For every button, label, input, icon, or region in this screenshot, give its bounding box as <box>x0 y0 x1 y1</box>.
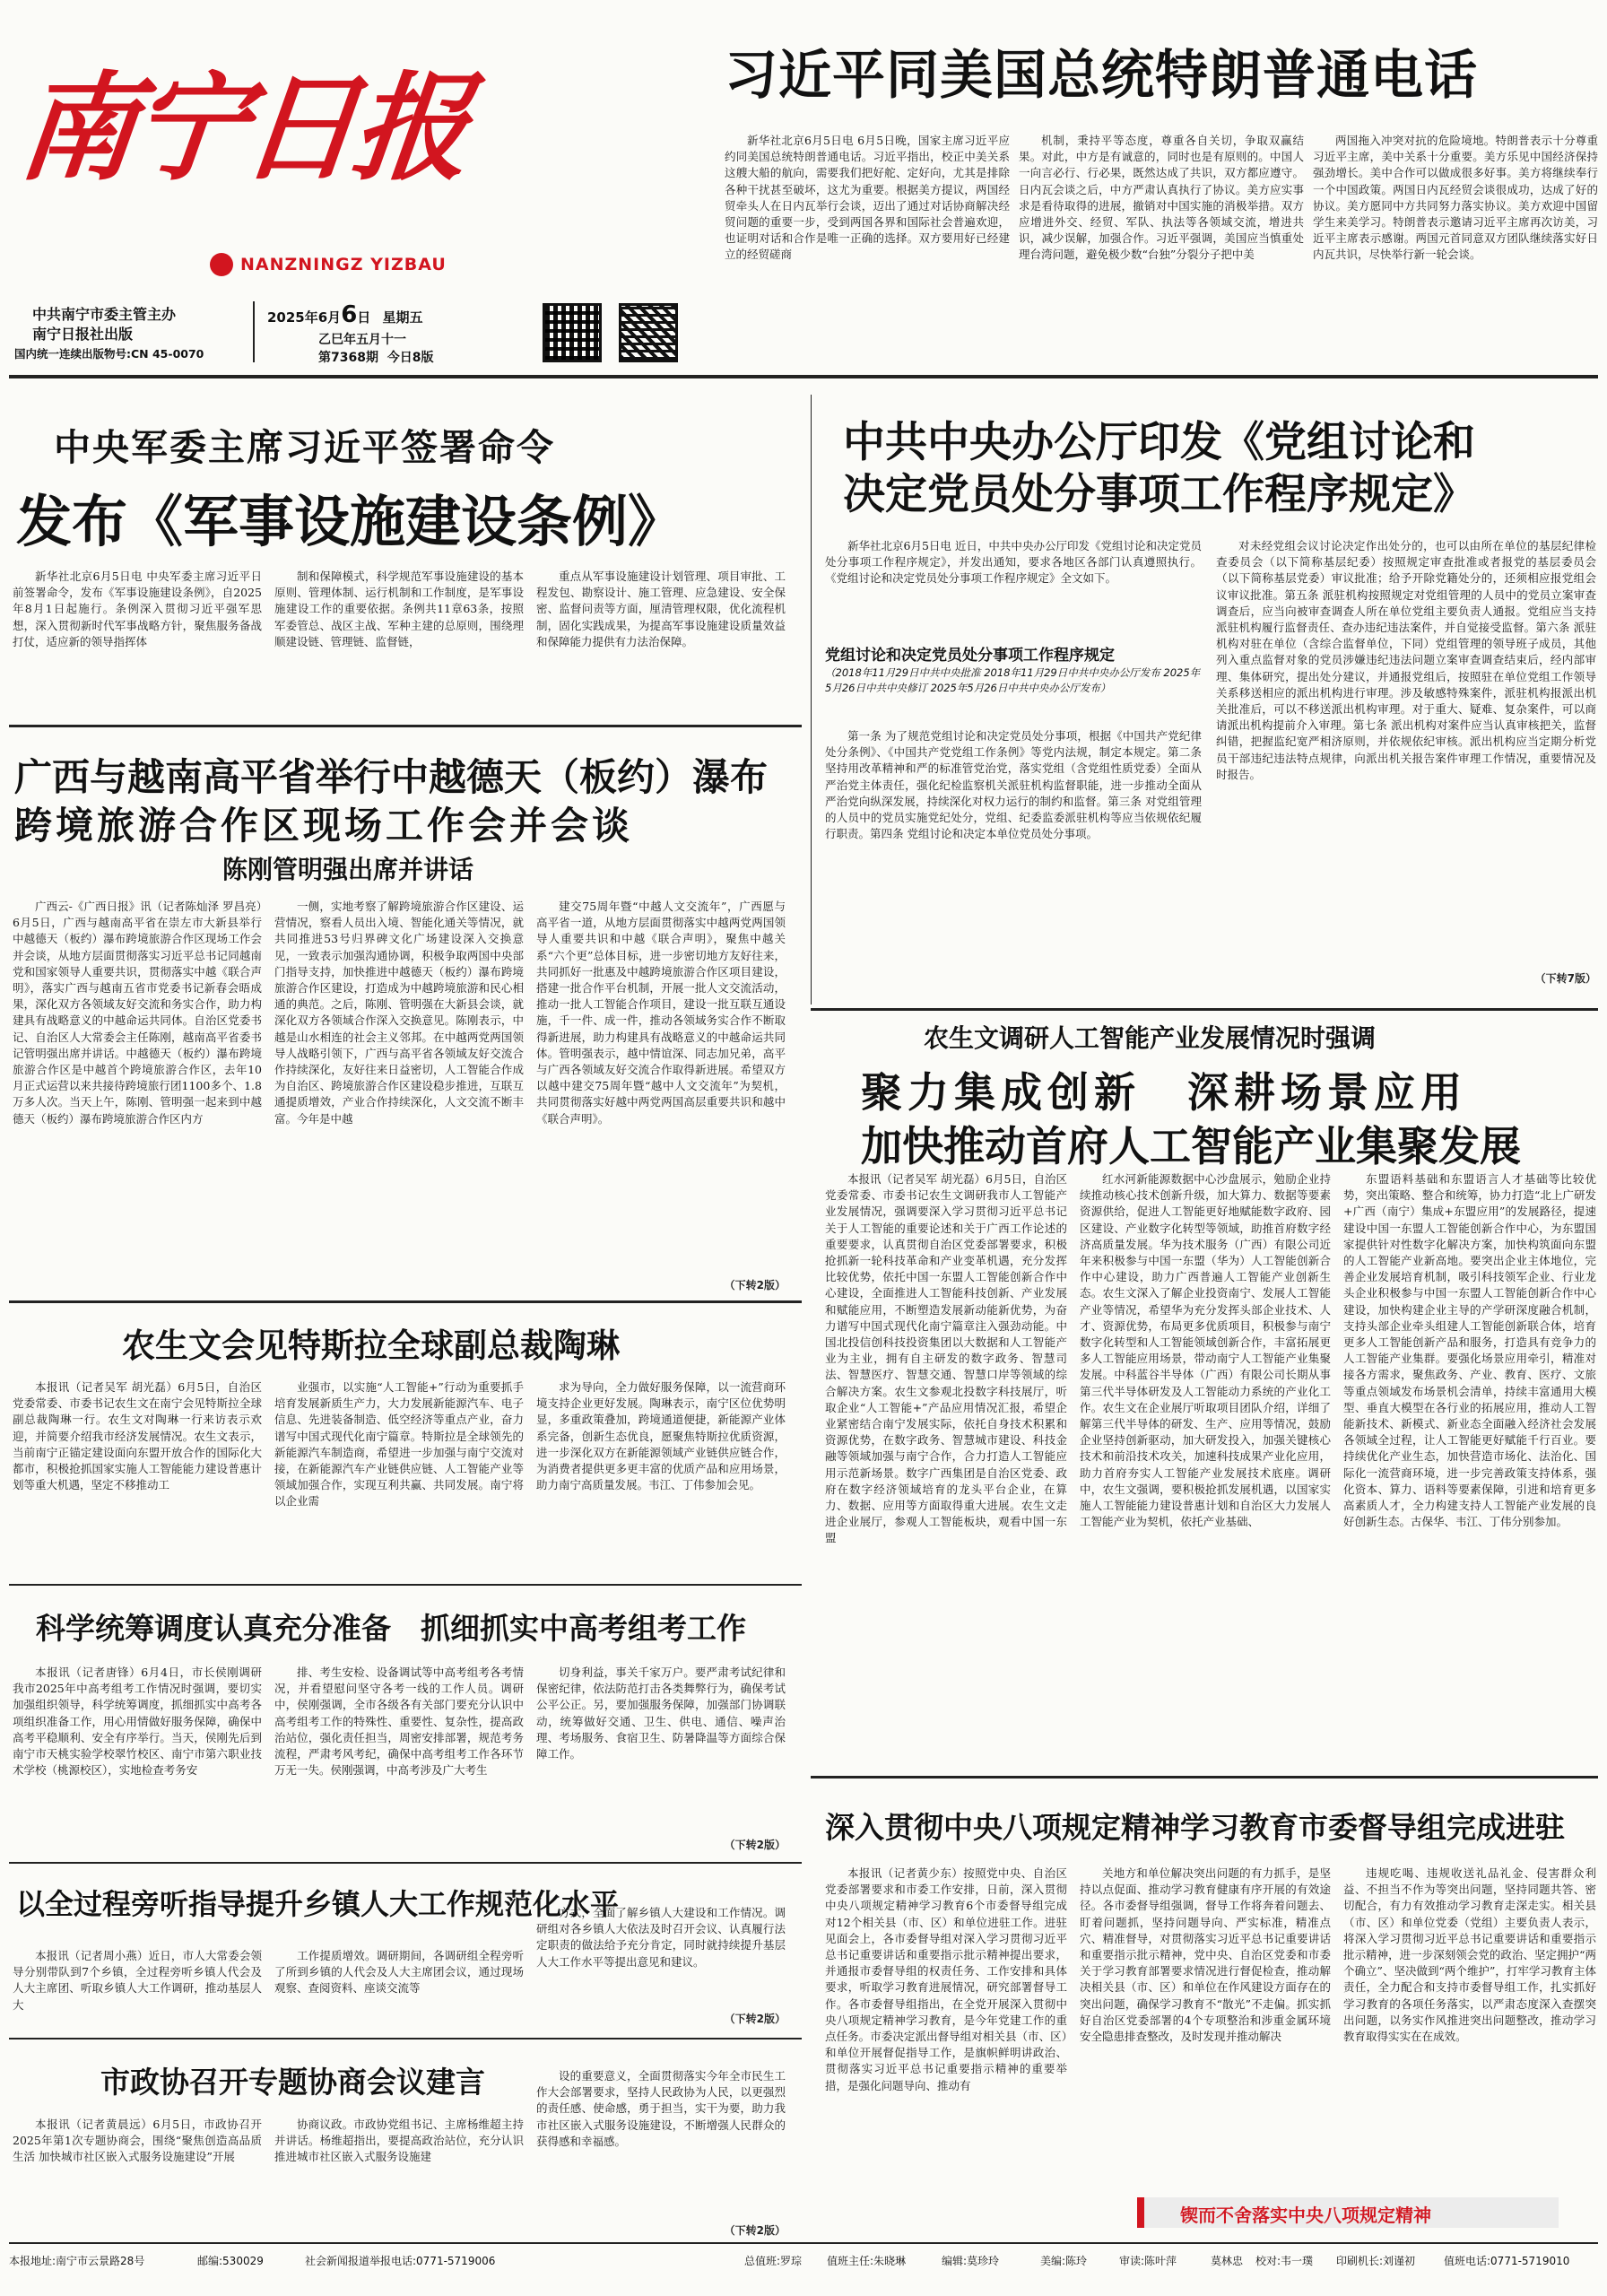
a5-col-2: 业强市，以实施“人工智能+”行动为重要抓手培育发展新质生产力，大力发展新能源汽车、电子信息、先进装备制造、低空经济等重点产业，奋力谱写中国式现代化南宁篇章。特斯拉是全球领先的新能源汽车制造商，希望进一步加强与南宁交流对接，在新能源汽车产业链供应链、人工智能产业等领域加强合作，实现互利共赢、共同发展。南宁将以企业需 <box>274 1380 524 1509</box>
a4-headline-line2: 加快推动首府人工智能产业集聚发展 <box>861 1122 1521 1170</box>
footer-copy: 编辑:莫珍玲 <box>942 2255 1000 2267</box>
footer-phone: 值班电话:0771-5719010 <box>1444 2255 1570 2267</box>
a3-col-3: 建交75周年暨“中越人文交流年”，广西愿与高平省一道，从地方层面贯彻落实中越两党两国领导人重要共识和中越《联合声明》，聚焦中越关系“六个更”总体目标，进一步密切地方友好往来，共同抓好一批惠及中越跨境旅游合作区项目建设，搭建一批合作平台机制，开展一批人文交流活动，推动一批人工智能合作项目，建设一批互联互通设施，千一件、成一件，推动各领域务实合作不断取得新进展，助力构建具有战略意义的中越命运共同体。管明强表示，越中情谊深、同志加兄弟，高平与广西各领域友好交流合作取得新进展。希望双方以越中建交75周年暨“越中人文交流年”为契机，共同贯彻落实好越中两党两国高层重要共识和越中《联合声明》。 <box>536 900 786 1126</box>
issue-date <box>267 301 423 328</box>
footer-proof2: 莫林忠 <box>1211 2255 1244 2267</box>
a9-col-2: 关地方和单位解决突出问题的有力抓手，是坚持以点促面、推动学习教育健康有序开展的有效途径。各市委督导组强调，督导工作将奔着问题去、盯着问题抓，坚持问题导向、严实标准，精准点穴、精准督导，对贯彻落实习近平总书记重要讲话和重要指示批示精神，党中央、自治区党委和市委关于学习教育部署要求情况进行督促检查，推动解决相关县（市、区）和单位在作风建设方面存在的突出问题，确保学习教育不“散光”不走偏。抓实抓好自治区党委部署的4个专项整治和涉重金属环境安全隐患排查整改，及时发现并推动解决 <box>1080 1866 1331 2044</box>
a4-headline-line1: 聚力集成创新 深耕场景应用 <box>861 1068 1467 1117</box>
footer-print: 印刷机长:刘谨初 <box>1336 2255 1416 2267</box>
masthead-title: 南宁日报 <box>13 59 473 196</box>
footer-hotline: 社会新闻报道举报电话:0771-5719006 <box>305 2255 496 2267</box>
top-col-3: 两国拖入冲突对抗的危险境地。特朗普表示十分尊重习近平主席，美中关系十分重要。美方乐见中国经济保持强劲增长。美中合作可以做成很多好事。美方将继续奉行一个中国政策。两国日内瓦经贸会谈很成功，达成了好的协议。美方愿同中方共同努力落实协议。美方欢迎中国留学生来美学习。特朗普表示邀请习近平主席再次访美，习近平主席表示感谢。两国元首同意双方团队继续落实好日内瓦共识，尽快举行新一轮会谈。 <box>1313 134 1598 262</box>
a4-col-2: 红水河新能源数据中心沙盘展示，勉励企业持续推动核心技术创新升级，加大算力、数据等要素资源供给，促进人工智能更好地赋能数字政府、园区建设、产业数字化转型等领域，助推首府数字经济高质量发展。华为技术服务（广西）有限公司近年来积极参与中国一东盟（华为）人工智能创新合作中心建设，助力广西普遍人工智能产业创新生态。农生文深入了解企业投资南宁、发展人工智能产业等情况，希望华为充分发挥头部企业技术、人才、资源优势，布局更多优质项目，积极参与南宁数字化转型和人工智能领域创新合作，丰富拓展更多人工智能应用场景，带动南宁人工智能产业集聚发展。中科蓝谷半导体（广西）有限公司长期从事第三代半导体研发及人工智能动力系统的产业化工作。农生文在企业展厅听取项目团队介绍，详细了解第三代半导体的研发、生产、应用等情况，鼓励企业坚持创新驱动，加大研发投入，加强关键核心技术和前沿技术攻关，加速科技成果产业化应用，助力首府夯实人工智能产业发展技术底座。调研中，农生文强调，要积极抢抓发展机遇，以国家实施人工智能能力建设普惠计划和自治区大力发展人工智能产业为契机，依托产业基础、 <box>1080 1172 1331 1529</box>
a3-subhead: 陈刚管明强出席并讲话 <box>222 855 474 884</box>
a2-intro: 新华社北京6月5日电 近日，中共中央办公厅印发《党组讨论和决定党员处分事项工作程序规定》，并发出通知，要求各地区各部门认真遵照执行。《党组讨论和决定党员处分事项工作程序规定》全文如下。 <box>825 539 1202 586</box>
qr-code-left-icon <box>543 303 602 362</box>
a3-col-1: 广西云-《广西日报》讯（记者陈灿泽 罗昌亮）6月5日，广西与越南高平省在崇左市大新县举行中越德天（板约）瀑布跨境旅游合作区现场工作会并会谈，从地方层面贯彻落实习近平总书记同越南党和国家领导人重要共识，贯彻落实中越《联合声明》，落实广西与越南五省市党委书记新春会晤成果，深化双方各领域友好交流和务实合作，助力构建具有战略意义的中越命运共同体。自治区党委书记、自治区人大常委会主任陈刚，越南高平省委书记管明强出席并讲话。中越德天（板约）瀑布跨境旅游合作区是中越首个跨境旅游合作区，去年10月正式运营以来共接待跨境旅行团1100多个、1.8万多人次。当天上午，陈刚、管明强一起来到中越德天（板约）瀑布跨境旅游合作区内方 <box>13 900 262 1126</box>
a9-col-1: 本报讯（记者黄少东）按照党中央、自治区党委部署要求和市委工作安排，日前，深入贯彻中央八项规定精神学习教育6个市委督导组完成对12个相关县（市、区）和单位进驻工作。进驻见面会上，各市委督导组对深入学习贯彻习近平总书记重要讲话和重要指示批示精神提出要求，并通报市委督导组的权责任务、工作安排和具体要求，听取学习教育进展情况，研究部署督导工作。各市委督导组指出，在全党开展深入贯彻中央八项规定精神学习教育，是今年党建工作的重点任务。市委决定派出督导组对相关县（市、区）和单位开展督促指导工作，是旗帜鲜明讲政治、贯彻落实习近平总书记重要指示精神的重要举措，是强化问题导向、推动有 <box>825 1866 1067 2092</box>
a6-headline: 科学统筹调度认真充分准备 抓细抓实中高考组考工作 <box>36 1611 746 1646</box>
issue-date-ym: 2025年6月 <box>267 309 342 326</box>
top-col-1: 新华社北京6月5日电 6月5日晚，国家主席习近平应约同美国总统特朗普通电话。习近平指出，校正中美关系这艘大船的航向，需要我们把好舵、定好向，尤其是排除各种干扰甚至破坏，这尤为重要。根据美方提议，两国经贸牵头人在日内瓦举行会谈，迈出了通过对话协商解决经贸问题的重要一步，受到两国各界和国际社会普遍欢迎，也证明对话和合作是唯一正确的选择。双方要用好已经建立的经贸磋商 <box>725 134 1010 262</box>
a3-jump: （下转2版） <box>724 1279 786 1292</box>
a2-headline-line2: 决定党员处分事项工作程序规定》 <box>843 470 1475 519</box>
footer-editor: 值班主任:朱晓琳 <box>827 2255 907 2267</box>
a8-col-1: 本报讯（记者黄晨远）6月5日，市政协召开2025年第1次专题协商会，围绕“聚焦创造高品质生活 加快城市社区嵌入式服务设施建设”开展 <box>13 2118 262 2164</box>
masthead-cn: 国内统一连续出版物号:CN 45-0070 <box>14 347 204 361</box>
a4-col-1: 本报讯（记者吴军 胡光磊）6月5日，自治区党委常委、市委书记农生文调研我市人工智能产业发展情况，强调要深入学习贯彻习近平总书记关于人工智能的重要论述和关于广西工作论述的重要要求，认真贯彻自治区党委部署要求，积极抢抓新一轮科技革命和产业变革机遇，充分发挥比较优势，依托中国一东盟人工智能创新合作中心建设，全面推进人工智能科技创新、产业发展和赋能应用，不断塑造发展新动能新优势，为奋力谱写中国式现代化南宁篇章注入强劲动能。中国北投信创科技投资集团以大数据和人工智能产业为主业，拥有自主研发的数字政务、智慧司法、智慧医疗、智慧交通、智慧口岸等领域的综合解决方案。农生文参观北投数字科技展厅，听取企业“人工智能+”产品应用情况汇报，希望企业紧密结合南宁发展实际，依托自身技术积累和资源优势，在数字政务、智慧城市建设、科技金融等领域加强与南宁合作，合力打造人工智能应用示范新场景。数字广西集团是自治区党委、政府在数字经济领域培育的龙头平台企业，在算力、数据、应用等方面取得重大进展。农生文走进企业展厅，参观人工智能板块，观看中国一东盟 <box>825 1172 1067 1545</box>
a2-headline-line1: 中共中央办公厅印发《党组讨论和 <box>843 418 1475 467</box>
a5-col-3: 求为导向，全力做好服务保障，以一流营商环境支持企业更好发展。陶琳表示，南宁区位优势明显，多重政策叠加，跨境通道便捷，新能源产业体系完备，创新生态优良，愿聚焦特斯拉优质资源，进一步深化双方在新能源领域产业链供应链合作，为消费者提供更多更丰富的优质产品和应用场景，助力南宁高质量发展。韦江、丁伟参加会见。 <box>536 1380 786 1492</box>
a4-kicker: 农生文调研人工智能产业发展情况时强调 <box>924 1023 1377 1053</box>
a9-banner <box>1137 2197 1559 2228</box>
footer-zip: 邮编:530029 <box>197 2255 264 2267</box>
issue-date-day: 6 <box>341 301 358 328</box>
issue-pages: 今日8版 <box>387 351 434 365</box>
footer-art: 美编:陈玲 <box>1040 2255 1088 2267</box>
a6-col-1: 本报讯（记者唐锋）6月4日，市长侯刚调研我市2025年中高考组考工作情况时强调，要切实加强组织领导，科学统筹调度，抓细抓实中高考各项组织准备工作，用心用情做好服务保障，确保中高考平稳顺利、安全有序举行。当天，侯刚先后到南宁市天桃实验学校翠竹校区、南宁市第六职业技术学校（桃源校区），实地检查考务安 <box>13 1665 262 1778</box>
footer <box>9 2253 1598 2273</box>
masthead-logo-icon <box>210 253 233 276</box>
issue-number-text: 第7368期 <box>318 351 378 365</box>
a3-headline-line1: 广西与越南高平省举行中越德天（板约）瀑布 <box>14 755 769 799</box>
a7-col-1: 本报讯（记者周小燕）近日，市人大常委会领导分别带队到7个乡镇，全过程旁听乡镇人代会及人大主席团、听取乡镇人大工作调研，推动基层人大 <box>13 1949 262 2012</box>
footer-address: 本报地址:南宁市云景路28号 <box>9 2255 145 2267</box>
a7-headline: 以全过程旁听指导提升乡镇人大工作规范化水平 <box>16 1887 620 1921</box>
top-headline: 习近平同美国总统特朗普通电话 <box>725 44 1479 106</box>
footer-check: 校对:韦一璞 <box>1255 2255 1314 2267</box>
a7-jump: （下转2版） <box>724 2013 786 2025</box>
masthead-pinyin: NANZNINGZ YIZBAU <box>240 255 447 274</box>
qr-code-right-icon <box>619 303 678 362</box>
issue-number <box>318 348 433 366</box>
a6-jump: （下转2版） <box>724 1839 786 1851</box>
a9-headline: 深入贯彻中央八项规定精神学习教育市委督导组完成进驻 <box>825 1810 1565 1845</box>
footer-chief: 总值班:罗琮 <box>744 2255 803 2267</box>
a5-col-1: 本报讯（记者吴军 胡光磊）6月5日，自治区党委常委、市委书记农生文在南宁会见特斯拉全球副总裁陶琳一行。农生文对陶琳一行来访表示欢迎，并简要介绍我市经济发展情况。农生文表示，当前南宁正锚定建设面向东盟开放合作的国际化大都市，积极抢抓国家实施人工智能能力建设普惠计划等重大机遇，坚定不移推动工 <box>13 1380 262 1492</box>
issue-weekday: 星期五 <box>382 309 423 326</box>
a1-headline: 发布《军事设施建设条例》 <box>16 489 684 554</box>
a1-kicker: 中央军委主席习近平签署命令 <box>54 426 555 469</box>
a1-col-2: 制和保障模式，科学规范军事设施建设的基本原则、管理体制、运行机制和工作制度，是军事设施建设工作的重要依据。条例共11章63条，按照军委管总、战区主战、军种主建的总原则，围绕理顺建设链、管理链、监督链， <box>274 570 524 648</box>
top-col-2: 机制，秉持平等态度，尊重各自关切，争取双赢结果。对此，中方是有诚意的，同时也是有原则的。中国人一向言必行、行必果，既然达成了共识，双方都应遵守。日内瓦会谈之后，中方严肃认真执行了协议。美方应实事求是看待取得的进展，撤销对中国实施的消极举措。双方应增进外交、经贸、军队、执法等各领域交流，增进共识，减少误解，加强合作。习近平强调，美国应当慎重处理台湾问题，避免极少数“台独”分裂分子把中美 <box>1019 134 1304 262</box>
masthead-publisher: 南宁日报社出版 <box>32 326 134 343</box>
a6-col-2: 排、考生安检、设备调试等中高考组考各考情况，并看望慰问坚守各考一线的工作人员。调研中，侯刚强调，全市各级各有关部门要充分认识中高考组考工作的特殊性、重要性、复杂性，提高政治站位，强化责任担当，周密安排部署，规范考务流程，严肃考风考纪，确保中高考组考工作各环节万无一失。侯刚强调，中高考涉及广大考生 <box>274 1665 524 1778</box>
a7-col-2: 工作提质增效。调研期间，各调研组全程旁听了所到乡镇的人代会及人大主席团会议，通过现场观察、查阅资料、座谈交流等 <box>274 1949 524 1996</box>
a8-col-3: 设的重要意义，全面贯彻落实今年全市民生工作大会部署要求，坚持人民政协为人民，以更强烈的责任感、使命感，勇于担当，实干为要，助力我市社区嵌入式服务设施建设，不断增强人民群众的获得感和幸福感。 <box>536 2069 786 2148</box>
a9-banner-text: 锲而不舍落实中央八项规定精神 <box>1180 2205 1431 2226</box>
a1-col-1: 新华社北京6月5日电 中央军委主席习近平日前签署命令，发布《军事设施建设条例》，自2025年8月1日起施行。条例深入贯彻习近平强军思想，深入贯彻新时代军事战略方针，聚焦服务备战打仗，适应新的领导指挥体 <box>13 570 262 648</box>
a6-col-3: 切身利益，事关千家万户。要严肃考试纪律和保密纪律，依法防范打击各类舞弊行为，确保考试公平公正。另，要加强服务保障，加强部门协调联动，统筹做好交通、卫生、供电、通信、噪声治理、考场服务、食宿卫生、防暑降温等方面综合保障工作。 <box>536 1665 786 1761</box>
a1-col-3: 重点从军事设施建设计划管理、项目审批、工程发包、勘察设计、施工管理、应急建设、安全保密、监督问责等方面，厘清管理权限，优化流程机制，固化实践成果，为提高军事设施建设质量效益和保障能力提供有力法治保障。 <box>536 570 786 648</box>
a9-col-3: 违规吃喝、违规收送礼品礼金、侵害群众利益、不担当不作为等突出问题，坚持同题共答、密切配合，有力有效推动学习教育走深走实。相关县（市、区）和单位党委（党组）主要负责人表示，将深入学习贯彻习近平总书记重要讲话和重要指示批示精神，进一步深刻领会党的政治、坚定拥护“两个确立”、坚决做到“两个维护”，打牢学习教育主体责任，全力配合和支持市委督导组工作，扎实抓好学习教育的各项任务落实，以严肃态度深入查摆突出问题，以务实作风推进突出问题整改，推动学习教育取得实实在在成效。 <box>1343 1866 1596 2044</box>
a5-headline: 农生文会见特斯拉全球副总裁陶琳 <box>122 1326 620 1365</box>
a2-col-1: 第一条 为了规范党组讨论和决定党员处分事项，根据《中国共产党纪律处分条例》、《中国共产党党组工作条例》等党内法规，制定本规定。第二条 坚持用改革精神和严的标准管党治党，落实党组（含党组性质党委）全面从严治党主体责任，强化纪检监察机关派驻机构监督职能，进一步推动全面从严治党向纵深发展，持续深化对权力运行的制约和监督。第三条 对党组管理的人员中的党员实施党纪处分，党组、纪委监委派驻机构等应当依规依纪履行职责。第四条 党组讨论和决定本单位党员处分事项。 <box>825 729 1202 841</box>
issue-lunar: 乙巳年五月十一 <box>318 333 406 347</box>
a2-jump: （下转7版） <box>1534 972 1596 985</box>
a4-col-3: 东盟语料基础和东盟语言人才基础等比较优势，突出策略、整合和统筹，协力打造“北上广研发+广西（南宁）集成+东盟应用”的发展路径，提速建设中国一东盟人工智能创新合作中心，为东盟国家提供针对性数字化解决方案，加快构筑面向东盟的人工智能产业新高地。要突出企业主体地位，完善企业发展培育机制，吸引科技领军企业、行业龙头企业积极参与中国一东盟人工智能创新合作中心建设，加快构建企业主导的产学研深度融合机制，支持头部企业牵头组建人工智能创新联合体，培育更多人工智能创新产品和服务，打造具有竞争力的人工智能产业集群。要强化场景应用牵引，精准对接各方需求，聚焦政务、产业、教育、医疗、文旅等重点领域发布场景机会清单，持续丰富通用大模型、垂直大模型在各行业的拓展应用，推动人工智能新技术、新模式、新业态全面融入经济社会发展各领域全过程，让人工智能更好赋能千行百业。要持续优化产业生态，加快营造市场化、法治化、国际化一流营商环境，进一步完善政策支持体系，强化资本、算力、语料等要素保障，引进和培育更多高素质人才，全力构建支持人工智能产业发展的良好创新生态。古保华、韦江、丁伟分别参加。 <box>1343 1172 1596 1529</box>
footer-proof: 审读:陈叶萍 <box>1119 2255 1177 2267</box>
a3-col-2: 一侧，实地考察了解跨境旅游合作区建设、运营情况，察看人员出入境、智能化通关等情况，就共同推进53号归界碑文化广场建设深入交换意见，一致表示加强沟通协调，积极争取两国中央部门指导支持，加快推进中越德天（板约）瀑布跨境旅游合作区建设，打造成为中越跨境旅游和民心相通的典范。之后，陈刚、管明强在大新县会谈，就深化双方各领域合作深入交换意见。陈刚表示，中越是山水相连的社会主义邻邦。在中越两党两国领导人战略引领下，广西与高平省各领域友好交流合作持续深化，友好往来日益密切，人工智能合作成为自治区、跨境旅游合作区建设稳步推进，互联互通提质增效，产业合作持续深化，人文交流不断丰富。今年是中越 <box>274 900 524 1126</box>
issue-date-suffix: 日 <box>357 309 371 326</box>
a7-col-3: 方式，全面了解乡镇人大建设和工作情况。调研组对各乡镇人大依法及时召开会议、认真履行法定职责的做法给予充分肯定，同时就持续提升基层人大工作水平等提出意见和建议。 <box>536 1906 786 1969</box>
a3-headline-line2: 跨境旅游合作区现场工作会并会谈 <box>14 804 634 848</box>
a8-col-2: 协商议政。市政协党组书记、主席杨维超主持并讲话。杨维超指出，要提高政治站位，充分认识推进城市社区嵌入式服务设施建 <box>274 2118 524 2164</box>
a8-headline: 市政协召开专题协商会议建言 <box>100 2065 485 2100</box>
masthead-sponsor: 中共南宁市委主管主办 <box>32 306 177 323</box>
a8-jump: （下转2版） <box>724 2224 786 2237</box>
a2-rule-dates: （2018年11月29日中共中央批准 2018年11月29日中共中央办公厅发布 2025年5月26日中共中央修订 2025年5月26日中共中央办公厅发布） <box>825 666 1201 694</box>
a2-rule-title: 党组讨论和决定党员处分事项工作程序规定 <box>825 647 1115 665</box>
a2-col-2: 对未经党组会议讨论决定作出处分的，也可以由所在单位的基层纪律检查委员会（以下简称基层纪委）按照规定审查批准或者报党的基层委员会（以下简称基层党委）审议批准；给予开除党籍处分的，还须相应报党组会议审议批准。第五条 派驻机构按照规定对党组管理的人员中的党员立案审查调查后，应当向被审查调查人所在单位党组主要负责人通报。党组应当支持派驻机构履行监督责任、查办违纪违法案件，并自觉接受监督。第六条 派驻机构对驻在单位（含综合监督单位，下同）党组管理的领导班子成员，其他列入重点监督对象的党员涉嫌违纪违法问题立案审查调查结束后，经内部审理、集体研究，提出处分建议，并通报党组后，按照驻在单位党组工作领导关系移送相应的派出机构进行审理。涉及敏感特殊案件，派驻机构报派出机关批准后，可以不移送派出机构审理。对于重大、疑难、复杂案件，可以商请派出机构提前介入审理。第七条 派出机构对案件应当认真审核把关，监督纠错，把握监纪宽严相济原则，并依规依纪审核。派出机构应当定期分析党员干部违纪违法特点规律，向派出机关报告案件审理工作情况，重要情况及时报告。 <box>1216 539 1596 781</box>
